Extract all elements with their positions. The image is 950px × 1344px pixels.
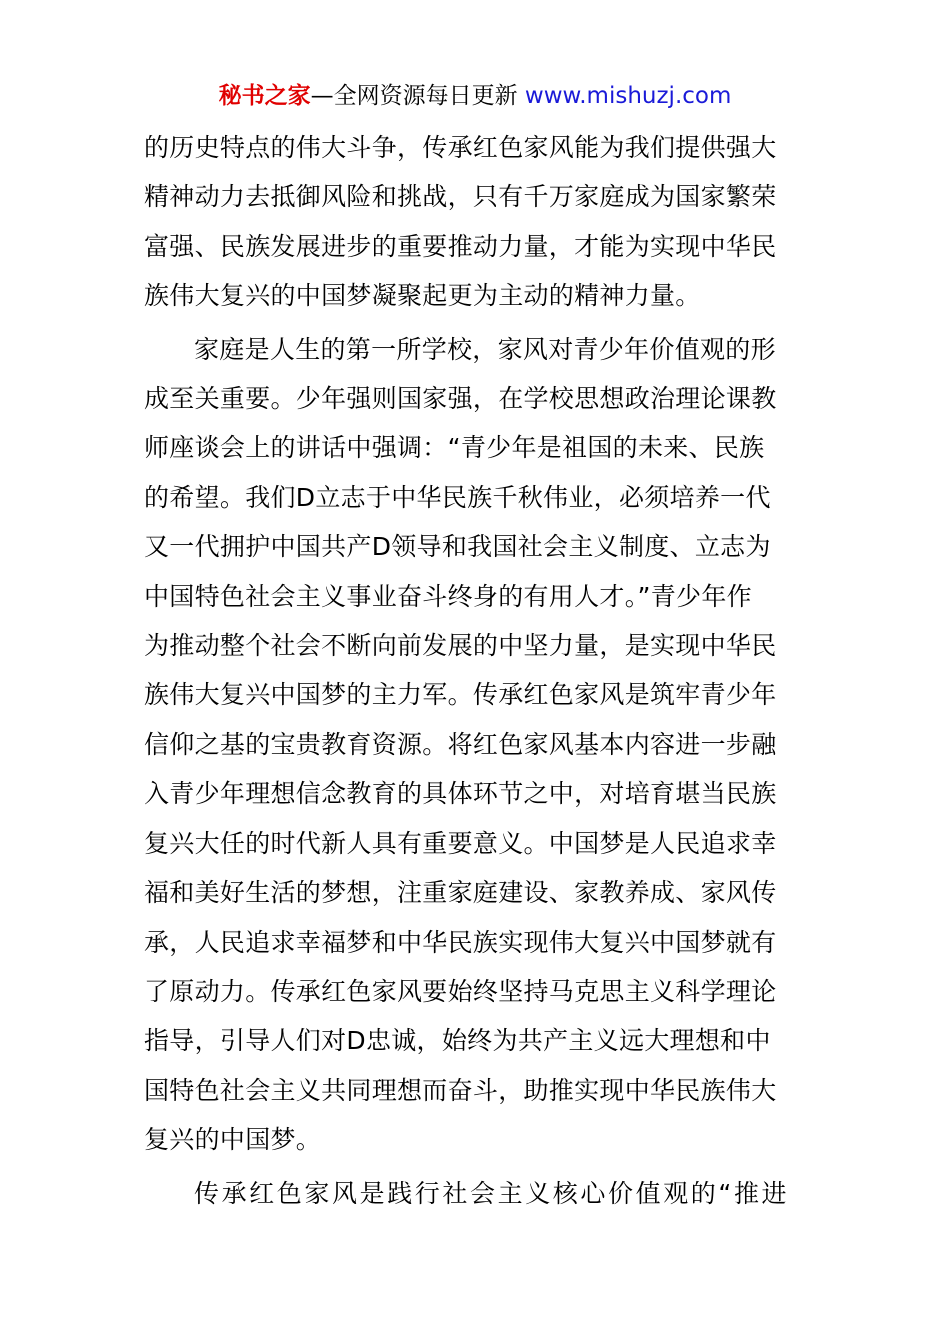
site-url-link[interactable]: www.mishuzj.com <box>524 83 732 109</box>
text-line: 国特色社会主义共同理想而奋斗，助推实现中华民族伟大 <box>144 1075 777 1105</box>
text-line: 入青少年理想信念教育的具体环节之中，对培育堪当民族 <box>144 779 777 809</box>
text-line: 精神动力去抵御风险和挑战，只有千万家庭成为国家繁荣 <box>144 182 777 212</box>
text-line: 成至关重要。少年强则国家强，在学校思想政治理论课教 <box>144 384 777 414</box>
document-body <box>144 123 806 1218</box>
text-line: 了原动力。传承红色家风要始终坚持马克思主义科学理论 <box>144 976 777 1006</box>
page-header <box>0 80 950 112</box>
text-line: 承，人民追求幸福梦和中华民族实现伟大复兴中国梦就有 <box>144 927 777 957</box>
text-line: 福和美好生活的梦想，注重家庭建设、家教养成、家风传 <box>144 878 777 908</box>
text-line: 复兴的中国梦。 <box>144 1125 322 1155</box>
text-line: 信仰之基的宝贵教育资源。将红色家风基本内容进一步融 <box>144 729 777 759</box>
text-line: 传承红色家风是践行社会主义核心价值观的“推进 <box>194 1178 790 1208</box>
text-line: 为推动整个社会不断向前发展的中坚力量，是实现中华民 <box>144 631 777 661</box>
text-line: 族伟大复兴中国梦的主力军。传承红色家风是筑牢青少年 <box>144 680 777 710</box>
text-line: 师座谈会上的讲话中强调：“青少年是祖国的未来、民族 <box>144 433 765 463</box>
text-line: 富强、民族发展进步的重要推动力量，才能为实现中华民 <box>144 231 777 261</box>
text-line: 又一代拥护中国共产D领导和我国社会主义制度、立志为 <box>144 532 771 562</box>
text-line: 复兴大任的时代新人具有重要意义。中国梦是人民追求幸 <box>144 828 777 858</box>
text-line: 家庭是人生的第一所学校，家风对青少年价值观的形 <box>194 334 776 364</box>
site-tagline: —全网资源每日更新 <box>310 83 525 109</box>
text-line: 的希望。我们D立志于中华民族千秋伟业，必须培养一代 <box>144 482 771 512</box>
text-line: 的历史特点的伟大斗争，传承红色家风能为我们提供强大 <box>144 133 777 162</box>
text-line: 中国特色社会主义事业奋斗终身的有用人才。”青少年作 <box>144 581 752 611</box>
text-line: 指导，引导人们对D忠诚，始终为共产主义远大理想和中 <box>144 1026 771 1056</box>
text-line: 族伟大复兴的中国梦凝聚起更为主动的精神力量。 <box>144 281 701 311</box>
site-brand: 秘书之家 <box>218 83 311 109</box>
